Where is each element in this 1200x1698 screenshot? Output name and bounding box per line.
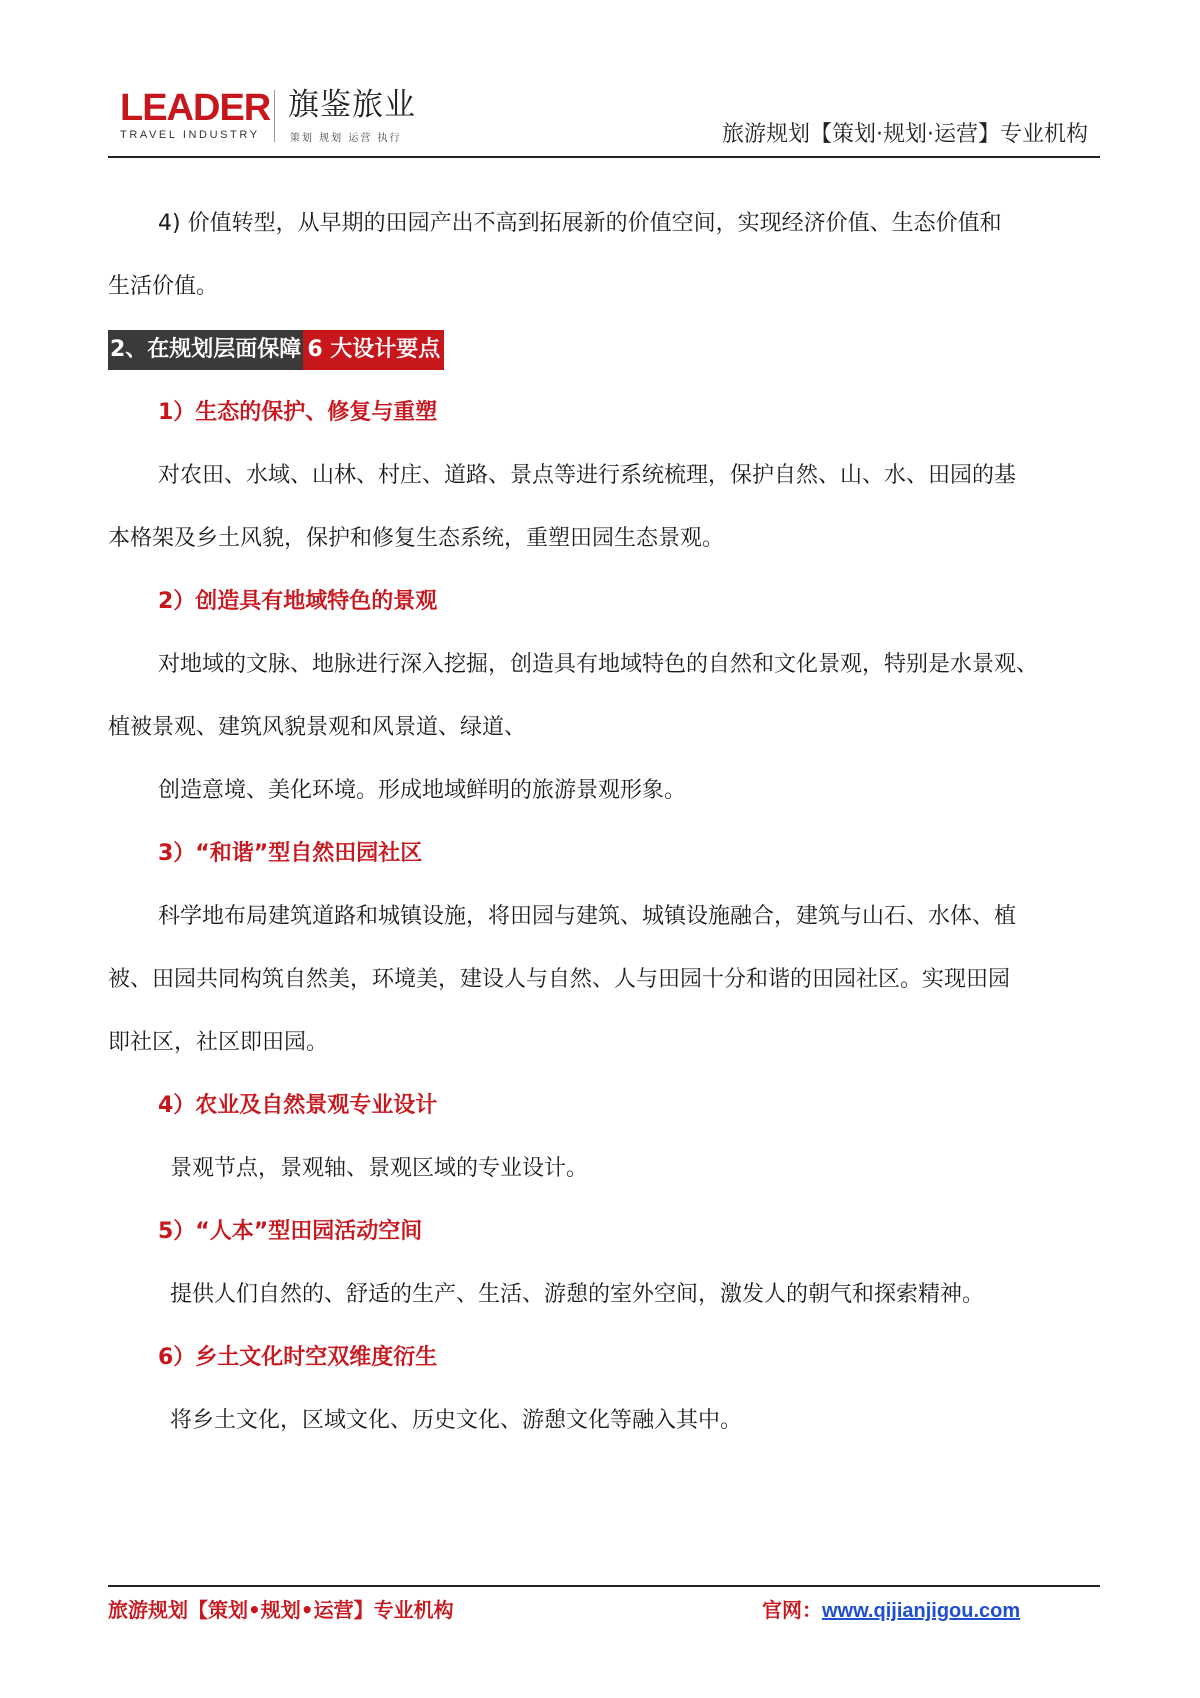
footer-tagline: 旅游规划【策划•规划•运营】专业机构	[108, 1598, 454, 1622]
paragraph-line: 提供人们自然的、舒适的生产、生活、游憩的室外空间，激发人的朝气和探索精神。	[170, 1282, 985, 1307]
footer-website	[762, 1595, 1020, 1626]
footer-site-label: 官网：	[762, 1598, 822, 1622]
page-header	[108, 80, 1100, 158]
subheading-5: 5）“人本”型田园活动空间	[158, 1219, 423, 1244]
paragraph-line: 4) 价值转型，从早期的田园产出不高到拓展新的价值空间，实现经济价值、生态价值和	[158, 211, 1002, 236]
logo-divider	[274, 90, 275, 142]
header-divider	[108, 156, 1100, 158]
document-body	[108, 192, 1100, 1452]
paragraph-line: 对农田、水域、山林、村庄、道路、景点等进行系统梳理，保护自然、山、水、田园的基	[158, 463, 1017, 488]
paragraph-line: 生活价值。	[108, 274, 219, 299]
footer-divider	[108, 1585, 1100, 1587]
website-link[interactable]: www.qijianjigou.com	[822, 1600, 1021, 1622]
paragraph-line: 景观节点，景观轴、景观区域的专业设计。	[170, 1156, 589, 1181]
subheading-3: 3）“和谐”型自然田园社区	[158, 841, 423, 866]
paragraph-line: 科学地布局建筑道路和城镇设施，将田园与建筑、城镇设施融合，建筑与山石、水体、植	[158, 904, 1017, 929]
logo-wordmark: LEADER	[120, 87, 271, 129]
section-heading	[108, 318, 1100, 381]
paragraph-line: 被、田园共同构筑自然美，环境美，建设人与自然、人与田园十分和谐的田园社区。实现田园	[108, 967, 1011, 992]
paragraph-line: 即社区，社区即田园。	[108, 1030, 329, 1055]
subheading-4: 4）农业及自然景观专业设计	[158, 1093, 438, 1118]
section-heading-dark: 2、在规划层面保障	[108, 330, 303, 370]
paragraph-line: 创造意境、美化环境。形成地域鲜明的旅游景观形象。	[158, 778, 687, 803]
section-heading-highlight: 6 大设计要点	[303, 330, 444, 370]
paragraph-line: 对地域的文脉、地脉进行深入挖掘，创造具有地域特色的自然和文化景观，特别是水景观、	[158, 652, 1039, 677]
subheading-6: 6）乡土文化时空双维度衍生	[158, 1345, 438, 1370]
paragraph-line: 植被景观、建筑风貌景观和风景道、绿道、	[108, 715, 527, 740]
logo-chinese-name: 旗鉴旅业	[288, 87, 416, 123]
logo-chinese-subtitle: 策划 规划 运营 执行	[290, 133, 402, 144]
paragraph-line: 本格架及乡土风貌，保护和修复生态系统，重塑田园生态景观。	[108, 526, 725, 551]
subheading-1: 1）生态的保护、修复与重塑	[158, 400, 438, 425]
paragraph-line: 将乡土文化，区域文化、历史文化、游憩文化等融入其中。	[170, 1408, 743, 1433]
logo-subtitle: TRAVEL INDUSTRY	[120, 129, 260, 141]
header-tagline: 旅游规划【策划·规划·运营】专业机构	[722, 122, 1088, 147]
subheading-2: 2）创造具有地域特色的景观	[158, 589, 438, 614]
